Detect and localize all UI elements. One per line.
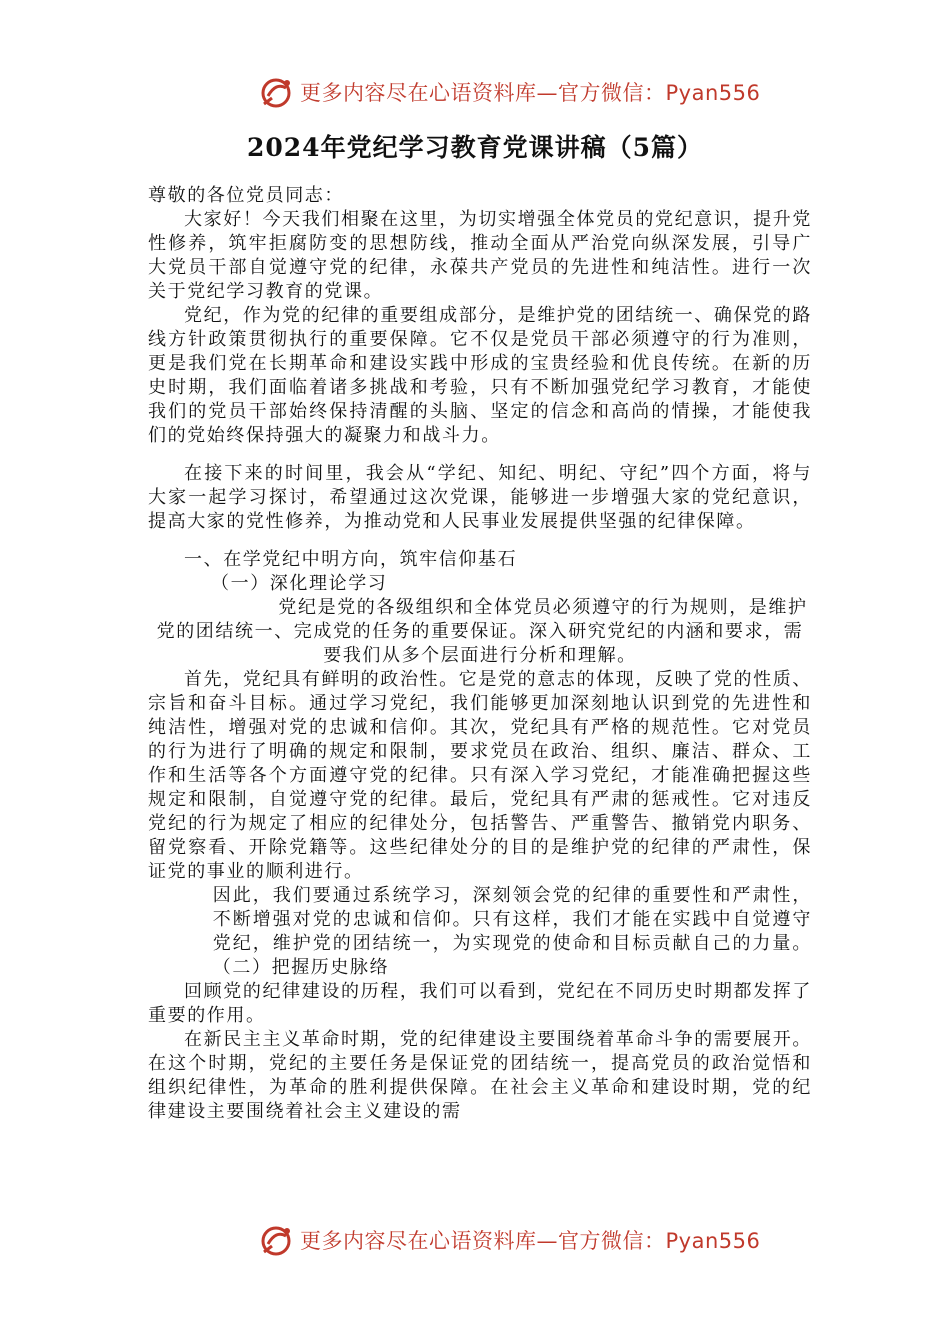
body-paragraph-2: 因此，我们要通过系统学习，深刻领会党的纪律的重要性和严肃性，不断增强对党的忠诚和信仰。只有这样，我们才能在实践中自觉遵守党纪，维护党的团结统一，为实现党的使命和目标贡献自己的力量。（二）把握历史脉络 [212,885,812,978]
intro-paragraph-1: 大家好！今天我们相聚在这里，为切实增强全体党员的党纪意识，提升党性修养，筑牢拒腐防变的思想防线，推动全面从严治党向纵深发展，引导广大党员干部自觉遵守党的纪律，永葆共产党员的先进性和纯洁性。进行一次关于党纪学习教育的党课。 [148,209,812,302]
section-heading-1: 一、在学党纪中明方向，筑牢信仰基石 [184,549,518,570]
body-paragraph-3: 回顾党的纪律建设的历程，我们可以看到，党纪在不同历史时期都发挥了重要的作用。 [148,981,812,1026]
greeting: 尊敬的各位党员同志： [148,185,344,206]
document-title: 2024年党纪学习教育党课讲稿（5篇） [247,133,703,162]
intro-paragraph-3: 在接下来的时间里，我会从“学纪、知纪、明纪、守纪”四个方面，将与大家一起学习探讨，希望通过这次党课，能够进一步增强大家的党纪意识，提高大家的党性修养，为推动党和人民事业发展提供坚强的纪律保障。 [148,463,812,532]
abstract-paragraph: 党纪是党的各级组织和全体党员必须遵守的行为规则，是维护党的团结统一、完成党的任务的重要保证。深入研究党纪的内涵和要求，需要我们从多个层面进行分析和理解。 [156,597,808,666]
subsection-heading-1: （一）深化理论学习 [211,573,388,594]
header-watermark-banner [258,74,760,110]
logo-icon [258,74,296,110]
body-paragraph-1: 首先，党纪具有鲜明的政治性。它是党的意志的体现，反映了党的性质、宗旨和奋斗目标。通过学习党纪，我们能够更加深刻地认识到党的先进性和纯洁性，增强对党的忠诚和信仰。其次，党纪具有严格的规范性。它对党员的行为进行了明确的规定和限制，要求党员在政治、组织、廉洁、群众、工作和生活等各个方面遵守党的纪律。只有深入学习党纪，才能准确把握这些规定和限制，自觉遵守党的纪律。最后，党纪具有严肃的惩戒性。它对违反党纪的行为规定了相应的纪律处分，包括警告、严重警告、撤销党内职务、留党察看、开除党籍等。这些纪律处分的目的是维护党的纪律的严肃性，保证党的事业的顺利进行。 [148,669,812,882]
banner-text: 更多内容尽在心语资料库—官方微信：Pyan556 [300,81,761,105]
document-body [148,184,812,1124]
intro-paragraph-2: 党纪，作为党的纪律的重要组成部分，是维护党的团结统一、确保党的路线方针政策贯彻执行的重要保障。它不仅是党员干部必须遵守的行为准则，更是我们党在长期革命和建设实践中形成的宝贵经验和优良传统。在新的历史时期，我们面临着诸多挑战和考验，只有不断加强党纪学习教育，才能使我们的党员干部始终保持清醒的头脑、坚定的信念和高尚的情操，才能使我们的党始终保持强大的凝聚力和战斗力。 [148,305,812,446]
banner-text: 更多内容尽在心语资料库—官方微信：Pyan556 [300,1229,761,1253]
body-paragraph-4: 在新民主主义革命时期，党的纪律建设主要围绕着革命斗争的需要展开。在这个时期，党纪的主要任务是保证党的团结统一，提高党员的政治觉悟和组织纪律性，为革命的胜利提供保障。在社会主义革命和建设时期，党的纪律建设主要围绕着社会主义建设的需 [148,1029,812,1122]
footer-watermark-banner [258,1222,760,1258]
logo-icon [258,1222,296,1258]
